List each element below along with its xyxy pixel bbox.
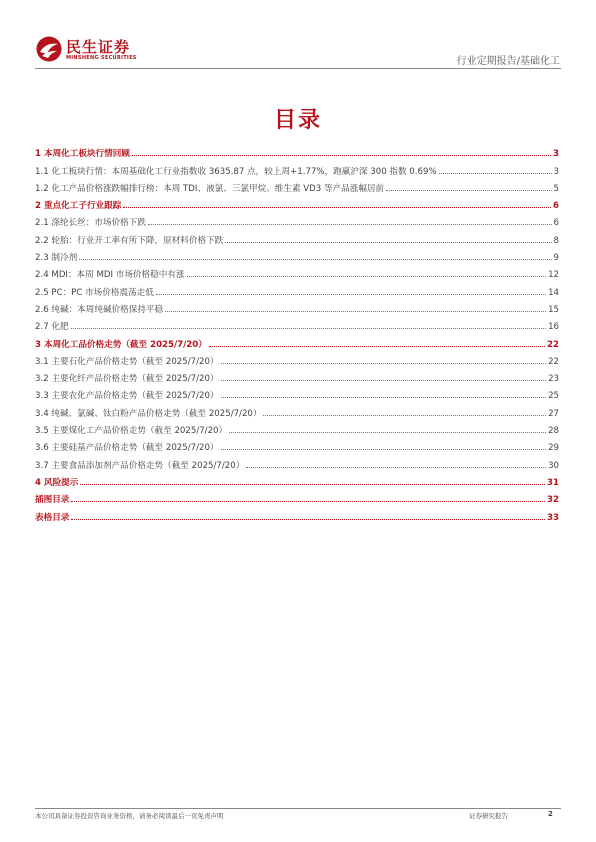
toc-entry-page: 30 — [548, 460, 559, 471]
toc-entry-section[interactable] — [35, 471, 559, 488]
toc-entry-page: 28 — [548, 426, 559, 437]
toc-entry-subsection[interactable] — [35, 401, 559, 418]
toc-entry-label: 表格目录 — [35, 512, 70, 523]
toc-dot-leader — [71, 500, 545, 502]
footer-divider — [35, 808, 561, 809]
toc-entry-page: 25 — [548, 391, 559, 402]
toc-entry-subsection[interactable] — [35, 263, 559, 280]
toc-entry-label: 插图目录 — [35, 495, 70, 506]
toc-dot-leader — [386, 189, 551, 191]
toc-entry-page: 32 — [547, 495, 559, 506]
footer-disclaimer: 本公司具备证券投资咨询业务资格，请务必阅读最后一页免责声明 — [35, 812, 224, 820]
toc-dot-leader — [209, 345, 545, 347]
toc-entry-label: 2.7 化肥 — [35, 322, 69, 333]
toc-entry-page: 3 — [553, 149, 559, 160]
toc-dot-leader — [439, 172, 552, 174]
toc-entry-label: 2.6 纯碱：本周纯碱价格保持平稳 — [35, 304, 164, 315]
logo-text-cn: 民生证券 — [66, 38, 131, 56]
table-of-contents — [35, 142, 559, 523]
toc-dot-leader — [71, 518, 545, 520]
toc-dot-leader — [221, 379, 547, 381]
toc-dot-leader — [165, 310, 546, 312]
toc-entry-label: 3.7 主要食品添加剂产品价格走势（截至 2025/7/20） — [35, 460, 245, 471]
toc-entry-page: 6 — [553, 201, 559, 212]
logo-text-en: MINSHENG SECURITIES — [66, 55, 137, 61]
toc-entry-page: 22 — [548, 356, 559, 367]
toc-entry-subsection[interactable] — [35, 384, 559, 401]
report-type-label: 行业定期报告/基础化工 — [456, 56, 560, 67]
toc-entry-section[interactable] — [35, 194, 559, 211]
toc-entry-subsection[interactable] — [35, 315, 559, 332]
page-header — [0, 0, 596, 70]
footer-doc-type: 证券研究报告 — [469, 812, 508, 820]
toc-entry-label: 3.4 纯碱、氯碱、钛白粉产品价格走势（截至 2025/7/20） — [35, 408, 262, 419]
toc-entry-page: 27 — [548, 408, 559, 419]
toc-entry-page: 8 — [553, 235, 559, 246]
toc-entry-subsection[interactable] — [35, 436, 559, 453]
toc-entry-page: 22 — [547, 339, 559, 350]
toc-entry-label: 3.2 主要化纤产品价格走势（截至 2025/7/20） — [35, 374, 219, 385]
toc-entry-page: 33 — [547, 512, 559, 523]
toc-entry-page: 15 — [548, 304, 559, 315]
toc-entry-label: 2.5 PC：PC 市场价格震荡走低 — [35, 287, 154, 298]
toc-entry-page: 9 — [553, 253, 559, 264]
toc-entry-page: 3 — [553, 166, 559, 177]
toc-dot-leader — [221, 448, 547, 450]
toc-entry-label: 2.3 制冷剂 — [35, 253, 78, 264]
toc-entry-subsection[interactable] — [35, 177, 559, 194]
toc-dot-leader — [246, 466, 546, 468]
toc-entry-subsection[interactable] — [35, 367, 559, 384]
toc-entry-subsection[interactable] — [35, 159, 559, 176]
page-number: 2 — [548, 810, 553, 818]
toc-entry-section[interactable] — [35, 505, 559, 522]
toc-entry-label: 3.5 主要煤化工产品价格走势（截至 2025/7/20） — [35, 426, 228, 437]
toc-dot-leader — [71, 327, 546, 329]
toc-entry-label: 3 本周化工品价格走势（截至 2025/7/20） — [35, 339, 207, 350]
toc-entry-section[interactable] — [35, 332, 559, 349]
company-logo — [35, 35, 155, 65]
toc-entry-label: 3.1 主要石化产品价格走势（截至 2025/7/20） — [35, 356, 219, 367]
toc-entry-subsection[interactable] — [35, 246, 559, 263]
toc-dot-leader — [156, 293, 546, 295]
toc-entry-subsection[interactable] — [35, 298, 559, 315]
toc-entry-subsection[interactable] — [35, 280, 559, 297]
toc-dot-leader — [187, 275, 547, 277]
toc-entry-label: 3.6 主要硅基产品价格走势（截至 2025/7/20） — [35, 443, 219, 454]
toc-entry-subsection[interactable] — [35, 419, 559, 436]
toc-dot-leader — [221, 396, 547, 398]
toc-entry-subsection[interactable] — [35, 350, 559, 367]
toc-title: 目录 — [273, 108, 322, 133]
toc-entry-label: 2.1 涤纶长丝：市场价格下跌 — [35, 218, 146, 229]
toc-entry-page: 12 — [548, 270, 559, 281]
toc-dot-leader — [80, 483, 545, 485]
toc-entry-label: 1.2 化工产品价格涨跌幅排行榜：本周 TDI、液氯、三氯甲烷、维生素 VD3 等产品涨幅居前 — [35, 183, 385, 194]
toc-entry-subsection[interactable] — [35, 228, 559, 245]
toc-entry-label: 4 风险提示 — [35, 477, 79, 488]
toc-entry-label: 2.2 轮胎：行业开工率有所下降，原材料价格下跌 — [35, 235, 224, 246]
toc-entry-page: 23 — [548, 374, 559, 385]
toc-entry-label: 1 本周化工板块行情回顾 — [35, 149, 130, 160]
toc-entry-label: 1.1 化工板块行情：本周基础化工行业指数收 3635.87 点，较上周+1.77%，跑赢沪深 300 指数 0.69% — [35, 166, 437, 177]
toc-dot-leader — [79, 258, 551, 260]
toc-entry-label: 3.3 主要农化产品价格走势（截至 2025/7/20） — [35, 391, 219, 402]
toc-dot-leader — [225, 241, 551, 243]
toc-entry-page: 16 — [548, 322, 559, 333]
toc-entry-section[interactable] — [35, 142, 559, 159]
toc-entry-page: 29 — [548, 443, 559, 454]
header-divider — [35, 68, 561, 69]
minsheng-logo-icon — [35, 35, 63, 63]
toc-entry-section[interactable] — [35, 488, 559, 505]
toc-entry-subsection[interactable] — [35, 211, 559, 228]
toc-dot-leader — [229, 431, 546, 433]
toc-dot-leader — [221, 362, 547, 364]
toc-entry-label: 2.4 MDI：本周 MDI 市场价格稳中有涨 — [35, 270, 185, 281]
toc-entry-page: 6 — [553, 218, 559, 229]
toc-entry-page: 31 — [547, 477, 559, 488]
toc-dot-leader — [132, 154, 551, 156]
toc-dot-leader — [263, 414, 546, 416]
toc-entry-page: 5 — [553, 183, 559, 194]
toc-entry-subsection[interactable] — [35, 453, 559, 470]
toc-entry-label: 2 重点化工子行业跟踪 — [35, 201, 122, 212]
toc-entry-page: 14 — [548, 287, 559, 298]
toc-dot-leader — [148, 223, 552, 225]
toc-dot-leader — [123, 206, 551, 208]
